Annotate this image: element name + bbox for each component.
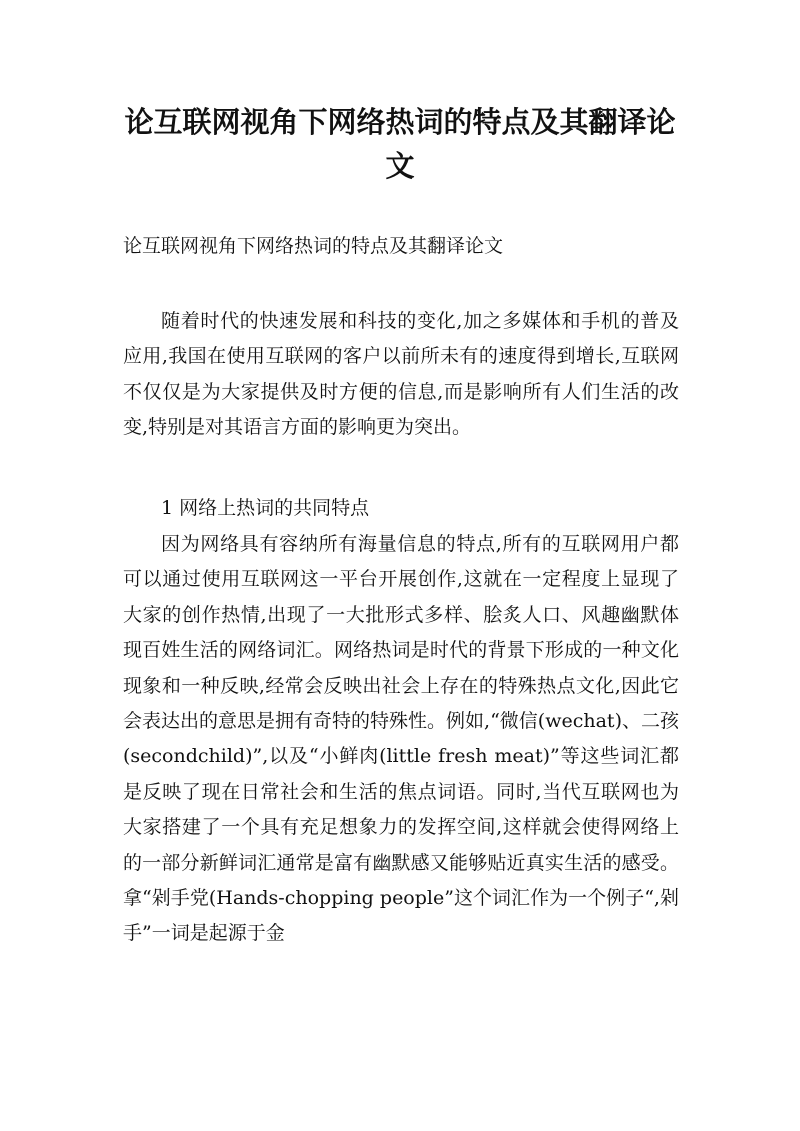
document-title: 论互联网视角下网络热词的特点及其翻译论文 (124, 105, 676, 183)
intro-paragraph: 随着时代的快速发展和科技的变化,加之多媒体和手机的普及应用,我国在使用互联网的客户以前所未有的速度得到增长,互联网不仅仅是为大家提供及时方便的信息,而是影响所有人们生活的改变,特别是对其语言方面的影响更为突出。 (123, 310, 679, 439)
section-heading: 1 网络上热词的共同特点 (161, 497, 370, 519)
section-paragraph: 因为网络具有容纳所有海量信息的特点,所有的互联网用户都可以通过使用互联网这一平台开展创作,这就在一定程度上显现了大家的创作热情,出现了一大批形式多样、脍炙人口、风趣幽默体现百姓生活的网络词汇。网络热词是时代的背景下形成的一种文化现象和一种反映,经常会反映出社会上存在的特殊热点文化,因此它会表达出的意思是拥有奇特的特殊性。例如,“微信(wechat)、二孩(secondchild)”,以及“小鲜肉(little fresh meat)”等这些词汇都是反映了现在日常社会和生活的焦点词语。同时,当代互联网也为大家搭建了一个具有充足想象力的发挥空间,这样就会使得网络上的一部分新鲜词汇通常是富有幽默感又能够贴近真实生活的感受。拿“剁手党(Hands-chopping people”这个词汇作为一个例子“,剁手”一词是起源于金 (123, 533, 679, 945)
document-subtitle: 论互联网视角下网络热词的特点及其翻译论文 (123, 235, 504, 257)
